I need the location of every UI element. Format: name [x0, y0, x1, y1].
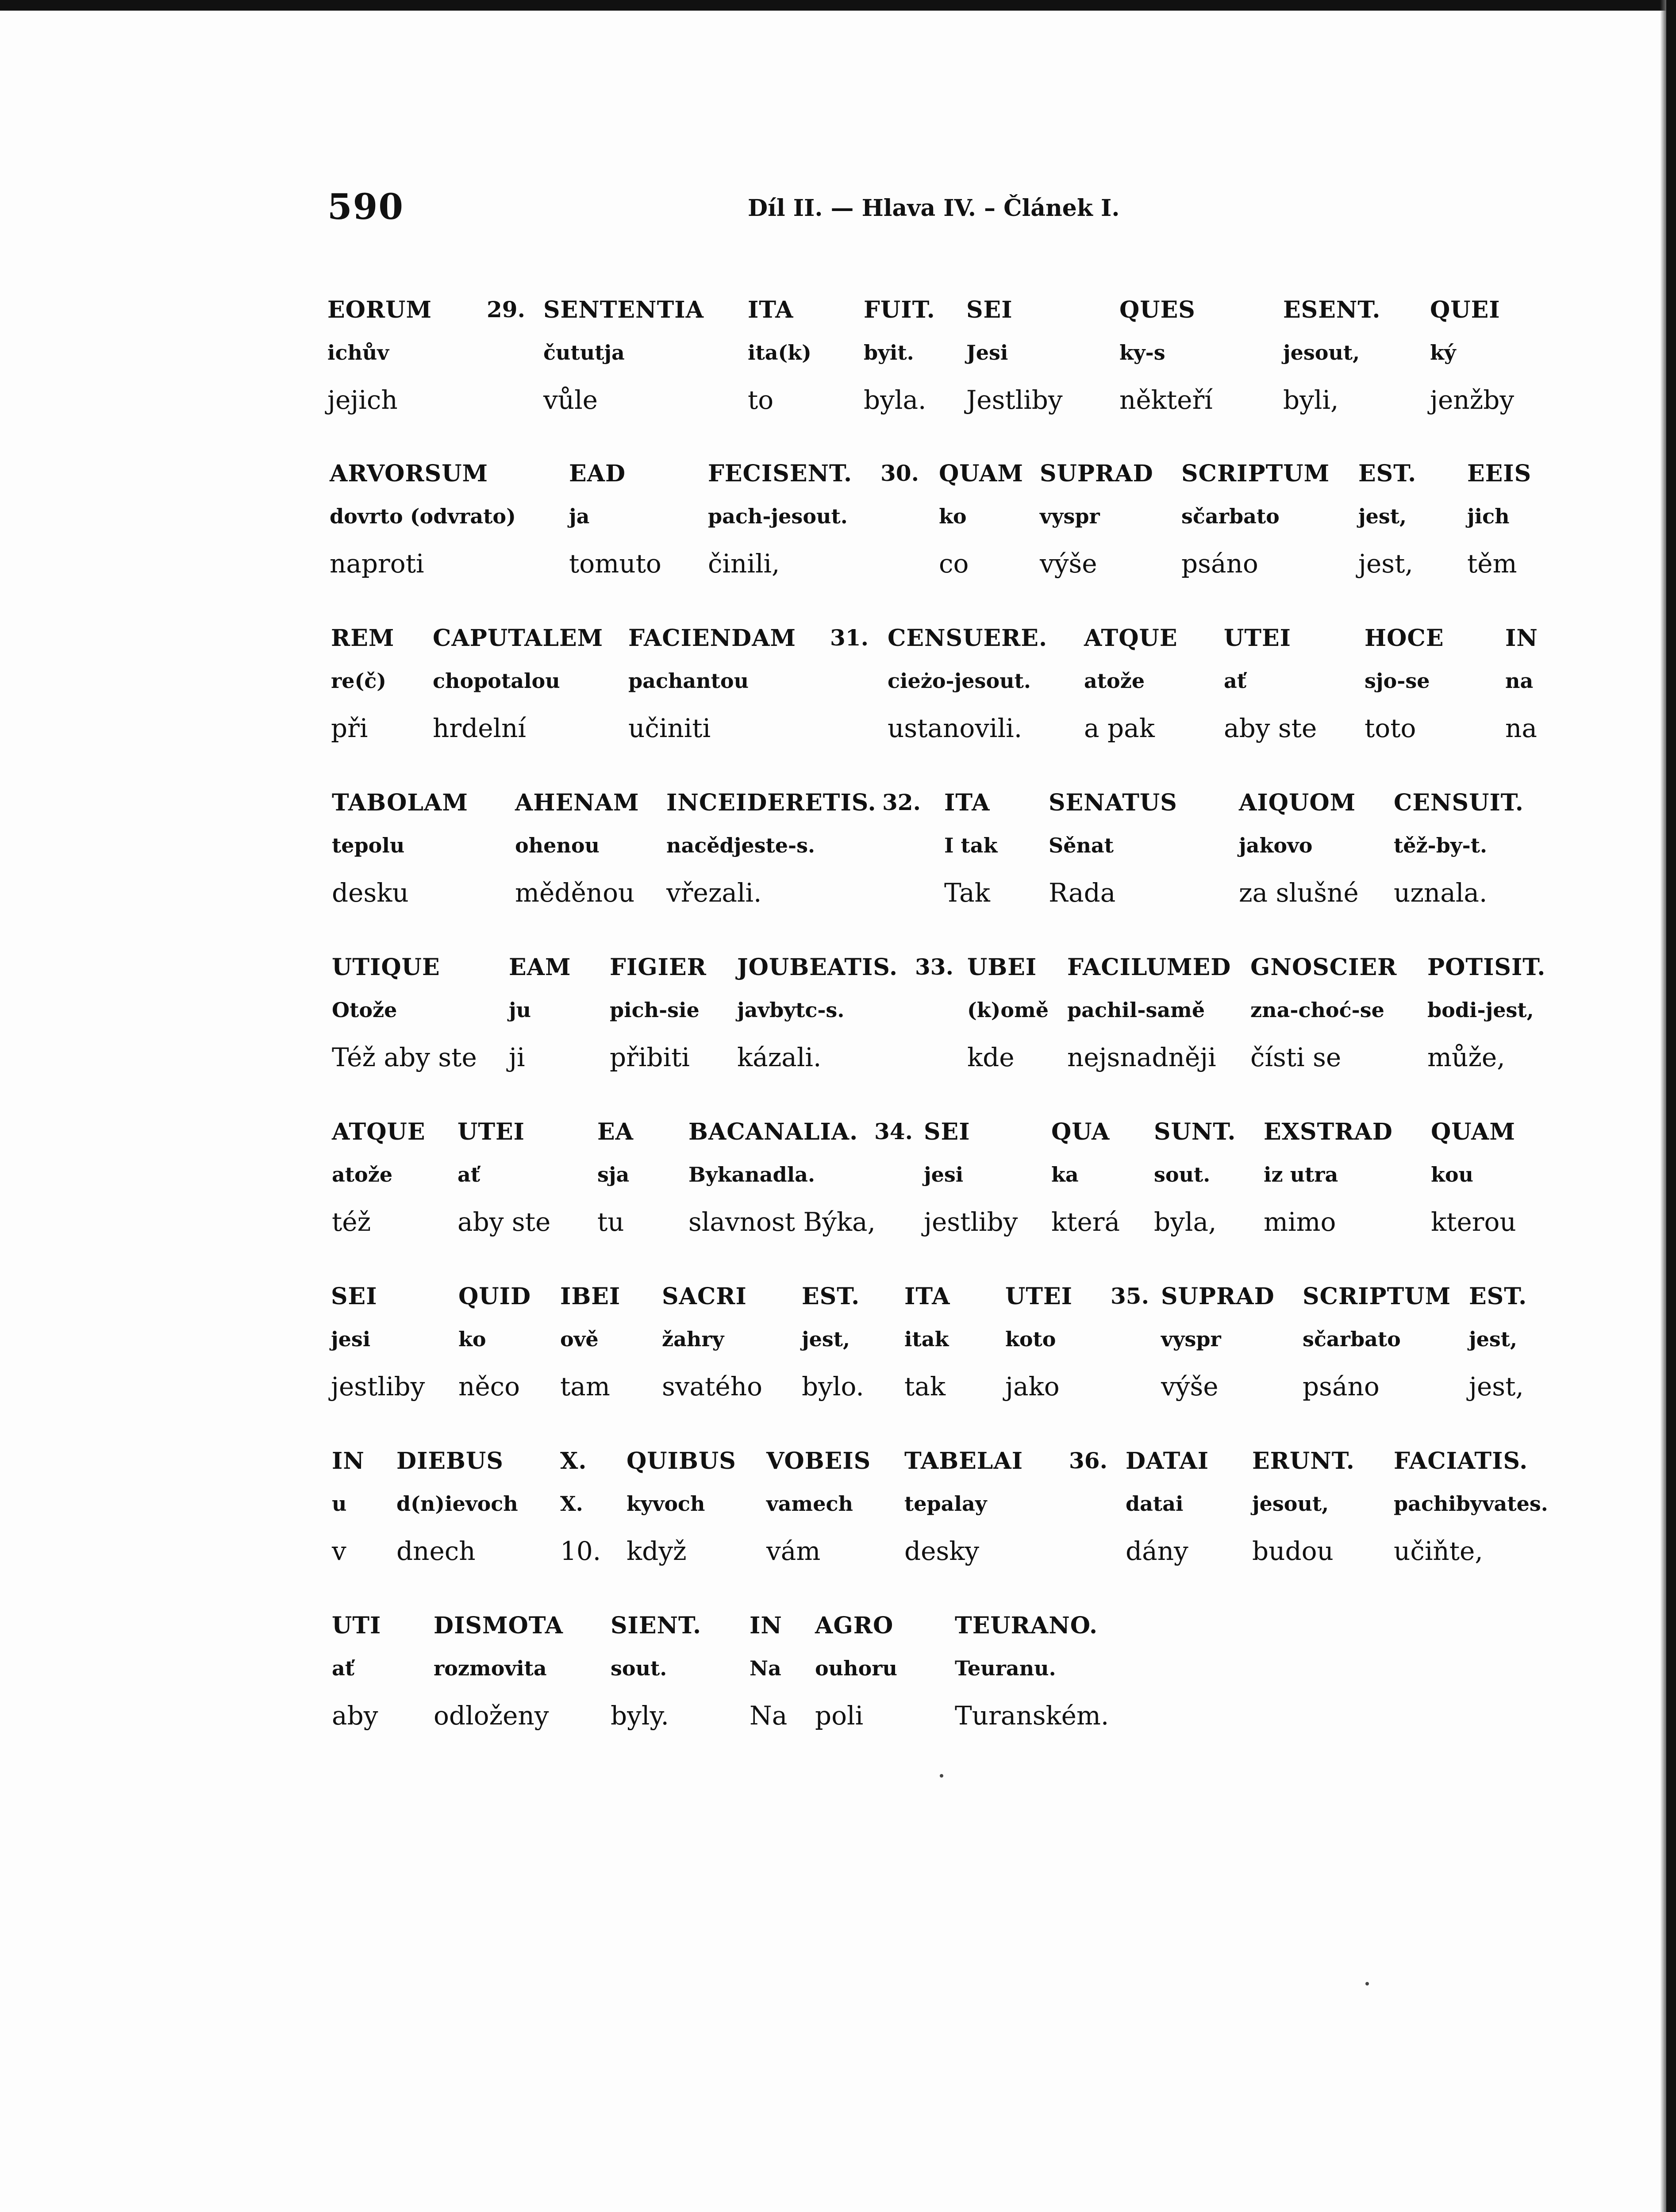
gloss-word: kou — [1431, 1163, 1473, 1187]
czech-word: učiňte, — [1394, 1536, 1483, 1566]
gloss-word: re(č) — [331, 669, 387, 693]
czech-word: tu — [597, 1207, 624, 1237]
czech-word: činili, — [708, 549, 780, 579]
interlinear-block-32 — [0, 789, 1676, 922]
gloss-word: ouhoru — [815, 1656, 897, 1680]
czech-word: tam — [560, 1371, 610, 1402]
czech-word: tomuto — [569, 549, 661, 579]
latin-word: SACRI — [662, 1283, 747, 1310]
czech-word: toto — [1365, 713, 1416, 743]
czech-word: při — [331, 713, 368, 743]
gloss-word: žahry — [662, 1327, 724, 1351]
czech-word: byla. — [864, 385, 926, 415]
latin-word: FACIENDAM — [628, 625, 796, 652]
latin-word: QUA — [1051, 1118, 1110, 1145]
czech-word: budou — [1252, 1536, 1334, 1566]
gloss-word: ohenou — [515, 833, 600, 857]
czech-word: desky — [904, 1536, 980, 1566]
gloss-word: čututja — [543, 341, 625, 365]
czech-word: jejich — [327, 385, 398, 415]
latin-word: CAPUTALEM — [433, 625, 604, 652]
czech-word: psáno — [1181, 549, 1258, 579]
gloss-word: jest, — [802, 1327, 850, 1351]
interlinear-block-final — [0, 1612, 1676, 1745]
line-number: 34. — [874, 1118, 913, 1144]
gloss-word: ký — [1430, 341, 1456, 365]
gloss-word: Jesi — [966, 341, 1008, 365]
czech-word: Turanském. — [955, 1701, 1109, 1731]
gloss-word: kyvoch — [627, 1492, 705, 1516]
latin-word: SENATUS — [1049, 789, 1177, 816]
latin-word: SEI — [966, 296, 1013, 323]
gloss-word: X. — [560, 1492, 583, 1516]
interlinear-block-33 — [0, 954, 1676, 1087]
line-number: 36. — [1069, 1448, 1107, 1474]
gloss-word: ichův — [327, 341, 389, 365]
gloss-word: dovrto (odvrato) — [330, 504, 516, 528]
czech-word: výše — [1040, 549, 1097, 579]
line-number: 31. — [830, 625, 869, 651]
czech-word: slavnost Býka, — [688, 1207, 876, 1237]
czech-word: Rada — [1049, 878, 1116, 908]
latin-word: EST. — [802, 1283, 860, 1310]
czech-word: Na — [750, 1701, 788, 1731]
gloss-word: pich-sie — [610, 998, 700, 1022]
latin-word: IN — [332, 1448, 365, 1475]
latin-word: QUES — [1119, 296, 1195, 323]
gloss-word: ju — [509, 998, 531, 1022]
interlinear-block-34 — [0, 1118, 1676, 1251]
czech-word: naproti — [330, 549, 424, 579]
latin-word: ITA — [904, 1283, 950, 1310]
latin-word: EAM — [509, 954, 571, 981]
gloss-word: byit. — [864, 341, 914, 365]
gloss-word: jesi — [331, 1327, 371, 1351]
gloss-word: ově — [560, 1327, 599, 1351]
latin-word: FACILUMED — [1067, 954, 1231, 981]
latin-word: BACANALIA. — [688, 1118, 858, 1145]
latin-word: DIEBUS — [396, 1448, 504, 1475]
czech-word: vřezali. — [666, 878, 762, 908]
gloss-word: I tak — [944, 833, 998, 857]
gloss-word: ka — [1051, 1163, 1079, 1187]
latin-word: UTIQUE — [332, 954, 440, 981]
line-number: 32. — [882, 789, 921, 815]
gloss-word: vyspr — [1161, 1327, 1221, 1351]
gloss-word: itak — [904, 1327, 949, 1351]
latin-word: FIGIER — [610, 954, 707, 981]
czech-word: uznala. — [1394, 878, 1488, 908]
latin-word: REM — [331, 625, 395, 652]
gloss-word: tepalay — [904, 1492, 987, 1516]
czech-word: aby ste — [1224, 713, 1317, 743]
czech-word: přibiti — [610, 1042, 690, 1072]
latin-word: EA — [597, 1118, 634, 1145]
gloss-word: (k)omě — [967, 998, 1049, 1022]
czech-word: dány — [1126, 1536, 1188, 1566]
gloss-word: sout. — [1154, 1163, 1211, 1187]
interlinear-block-30 — [0, 460, 1676, 593]
interlinear-block-29 — [0, 296, 1676, 429]
ink-speck — [1365, 1982, 1369, 1985]
czech-word: odloženy — [434, 1701, 549, 1731]
gloss-word: sčarbato — [1303, 1327, 1401, 1351]
latin-word: UTEI — [1005, 1283, 1073, 1310]
gloss-word: na — [1505, 669, 1534, 693]
latin-word: IN — [750, 1612, 782, 1639]
gloss-word: jakovo — [1239, 833, 1313, 857]
line-number: 35. — [1111, 1283, 1149, 1309]
latin-word: IN — [1505, 625, 1538, 652]
latin-word: CENSUIT. — [1394, 789, 1524, 816]
czech-word: jenžby — [1430, 385, 1515, 415]
latin-word: GNOSCIER — [1250, 954, 1397, 981]
gloss-word: jich — [1467, 504, 1510, 528]
czech-word: někteří — [1119, 385, 1213, 415]
czech-word: svatého — [662, 1371, 763, 1402]
czech-word: aby — [332, 1701, 378, 1731]
gloss-word: pachantou — [628, 669, 749, 693]
latin-word: SUPRAD — [1040, 460, 1153, 487]
czech-word: vůle — [543, 385, 598, 415]
gloss-word: ať — [1224, 669, 1247, 693]
latin-word: SIENT. — [611, 1612, 702, 1639]
page-header — [327, 186, 1611, 239]
latin-word: FUIT. — [864, 296, 935, 323]
czech-word: Též aby ste — [332, 1042, 477, 1072]
latin-word: ITA — [748, 296, 794, 323]
latin-word: EEIS — [1467, 460, 1532, 487]
czech-word: jako — [1005, 1371, 1060, 1402]
gloss-word: pachil-samě — [1067, 998, 1205, 1022]
gloss-word: jesout, — [1283, 341, 1360, 365]
latin-word: EST. — [1469, 1283, 1527, 1310]
czech-word: jest, — [1469, 1371, 1524, 1402]
czech-word: ji — [509, 1042, 525, 1072]
latin-word: FACIATIS. — [1394, 1448, 1528, 1475]
czech-word: měděnou — [515, 878, 635, 908]
latin-word: SEI — [924, 1118, 970, 1145]
gloss-word: sout. — [611, 1656, 667, 1680]
line-number: 33. — [915, 954, 953, 980]
latin-word: UBEI — [967, 954, 1037, 981]
czech-word: to — [748, 385, 774, 415]
gloss-word: rozmovita — [434, 1656, 547, 1680]
latin-word: ERUNT. — [1252, 1448, 1355, 1475]
czech-word: byli, — [1283, 385, 1339, 415]
latin-word: JOUBEATIS. — [737, 954, 898, 981]
gloss-word: těž-by-t. — [1394, 833, 1487, 857]
latin-word: QUID — [458, 1283, 531, 1310]
latin-word: QUIBUS — [627, 1448, 736, 1475]
gloss-word: Otože — [332, 998, 397, 1022]
gloss-word: u — [332, 1492, 347, 1516]
czech-word: hrdelní — [433, 713, 526, 743]
gloss-word: pach-jesout. — [708, 504, 848, 528]
gloss-word: ať — [457, 1163, 481, 1187]
latin-word: SCRIPTUM — [1303, 1283, 1451, 1310]
gloss-word: jesout, — [1252, 1492, 1329, 1516]
latin-word: TEURANO. — [955, 1612, 1098, 1639]
gloss-word: atože — [332, 1163, 393, 1187]
gloss-word: nacědjeste-s. — [666, 833, 815, 857]
czech-word: tak — [904, 1371, 946, 1402]
interlinear-block-36 — [0, 1448, 1676, 1580]
latin-word: SUPRAD — [1161, 1283, 1275, 1310]
czech-word: desku — [332, 878, 409, 908]
czech-word: 10. — [560, 1536, 601, 1566]
czech-word: kázali. — [737, 1042, 822, 1072]
czech-word: jestliby — [924, 1207, 1018, 1237]
czech-word: Jestliby — [966, 385, 1063, 415]
czech-word: jestliby — [331, 1371, 425, 1402]
latin-word: SEI — [331, 1283, 377, 1310]
latin-word: QUEI — [1430, 296, 1500, 323]
gloss-word: sja — [597, 1163, 630, 1187]
czech-word: byly. — [611, 1701, 669, 1731]
gloss-word: jest, — [1469, 1327, 1518, 1351]
latin-word: IBEI — [560, 1283, 621, 1310]
latin-word: UTEI — [457, 1118, 525, 1145]
gloss-word: Sěnat — [1049, 833, 1114, 857]
latin-word: ITA — [944, 789, 990, 816]
interlinear-block-35 — [0, 1283, 1676, 1416]
czech-word: mimo — [1264, 1207, 1336, 1237]
gloss-word: tepolu — [332, 833, 405, 857]
czech-word: jest, — [1358, 549, 1413, 579]
czech-word: poli — [815, 1701, 864, 1731]
gloss-word: atože — [1084, 669, 1145, 693]
gloss-word: ky-s — [1119, 341, 1165, 365]
czech-word: za slušné — [1239, 878, 1359, 908]
latin-word: FECISENT. — [708, 460, 853, 487]
czech-word: též — [332, 1207, 371, 1237]
czech-word: bylo. — [802, 1371, 864, 1402]
czech-word: vám — [766, 1536, 821, 1566]
czech-word: učiniti — [628, 713, 711, 743]
latin-word: QUAM — [1431, 1118, 1515, 1145]
czech-word: může, — [1427, 1042, 1505, 1072]
czech-word: kterou — [1431, 1207, 1516, 1237]
latin-word: QUAM — [939, 460, 1023, 487]
czech-word: která — [1051, 1207, 1120, 1237]
czech-word: něco — [458, 1371, 520, 1402]
latin-word: SCRIPTUM — [1181, 460, 1330, 487]
latin-word: ARVORSUM — [330, 460, 488, 487]
gloss-word: ita(k) — [748, 341, 811, 365]
gloss-word: chopotalou — [433, 669, 560, 693]
gloss-word: ko — [939, 504, 967, 528]
gloss-word: koto — [1005, 1327, 1056, 1351]
czech-word: výše — [1161, 1371, 1219, 1402]
latin-word: UTI — [332, 1612, 381, 1639]
gloss-word: Teuranu. — [955, 1656, 1056, 1680]
gloss-word: ko — [458, 1327, 486, 1351]
gloss-word: Na — [750, 1656, 781, 1680]
czech-word: v — [332, 1536, 346, 1566]
latin-word: SUNT. — [1154, 1118, 1236, 1145]
latin-word: AGRO — [815, 1612, 894, 1639]
gloss-word: jesi — [924, 1163, 964, 1187]
latin-word: X. — [560, 1448, 587, 1475]
gloss-word: ať — [332, 1656, 355, 1680]
gloss-word: sjo-se — [1365, 669, 1430, 693]
interlinear-block-31 — [0, 625, 1676, 757]
latin-word: EAD — [569, 460, 626, 487]
gloss-word: javbytc-s. — [737, 998, 845, 1022]
gloss-word: vyspr — [1040, 504, 1100, 528]
latin-word: ATQUE — [332, 1118, 426, 1145]
latin-word: VOBEIS — [766, 1448, 871, 1475]
gloss-word: cieżo-jesout. — [888, 669, 1031, 693]
latin-word: ATQUE — [1084, 625, 1178, 652]
czech-word: a pak — [1084, 713, 1155, 743]
czech-word: Tak — [944, 878, 990, 908]
gloss-word: sčarbato — [1181, 504, 1280, 528]
czech-word: psáno — [1303, 1371, 1380, 1402]
latin-word: INCEIDERETIS. — [666, 789, 876, 816]
line-number: 30. — [880, 460, 919, 486]
latin-word: ESENT. — [1283, 296, 1381, 323]
gloss-word: zna-choć-se — [1250, 998, 1384, 1022]
latin-word: CENSUERE. — [888, 625, 1048, 652]
line-number: 29. — [487, 296, 525, 323]
gloss-word: bodi-jest, — [1427, 998, 1534, 1022]
czech-word: dnech — [396, 1536, 476, 1566]
czech-word: byla, — [1154, 1207, 1217, 1237]
latin-word: TABOLAM — [332, 789, 468, 816]
gloss-word: pachibyvates. — [1394, 1492, 1548, 1516]
gloss-word: d(n)ievoch — [396, 1492, 518, 1516]
ink-speck — [940, 1774, 943, 1778]
scan-edge-top — [0, 0, 1676, 11]
czech-word: co — [939, 549, 969, 579]
latin-word: EORUM — [327, 296, 432, 323]
czech-word: aby ste — [457, 1207, 551, 1237]
gloss-word: ja — [569, 504, 590, 528]
gloss-word: Bykanadla. — [688, 1163, 815, 1187]
czech-word: když — [627, 1536, 687, 1566]
czech-word: těm — [1467, 549, 1517, 579]
gloss-word: iz utra — [1264, 1163, 1338, 1187]
latin-word: SENTENTIA — [543, 296, 704, 323]
czech-word: ustanovili. — [888, 713, 1023, 743]
czech-word: nejsnadněji — [1067, 1042, 1216, 1072]
latin-word: AHENAM — [515, 789, 639, 816]
gloss-word: jest, — [1358, 504, 1407, 528]
latin-word: EXSTRAD — [1264, 1118, 1393, 1145]
latin-word: HOCE — [1365, 625, 1444, 652]
latin-word: DISMOTA — [434, 1612, 564, 1639]
latin-word: AIQUOM — [1239, 789, 1356, 816]
latin-word: TABELAI — [904, 1448, 1023, 1475]
latin-word: EST. — [1358, 460, 1417, 487]
page-number: 590 — [327, 186, 404, 227]
czech-word: kde — [967, 1042, 1015, 1072]
latin-word: POTISIT. — [1427, 954, 1546, 981]
latin-word: UTEI — [1224, 625, 1292, 652]
latin-word: DATAI — [1126, 1448, 1209, 1475]
czech-word: na — [1505, 713, 1537, 743]
gloss-word: vamech — [766, 1492, 853, 1516]
gloss-word: datai — [1126, 1492, 1184, 1516]
running-title: Díl II. — Hlava IV. – Článek I. — [748, 195, 1120, 222]
czech-word: čísti se — [1250, 1042, 1342, 1072]
